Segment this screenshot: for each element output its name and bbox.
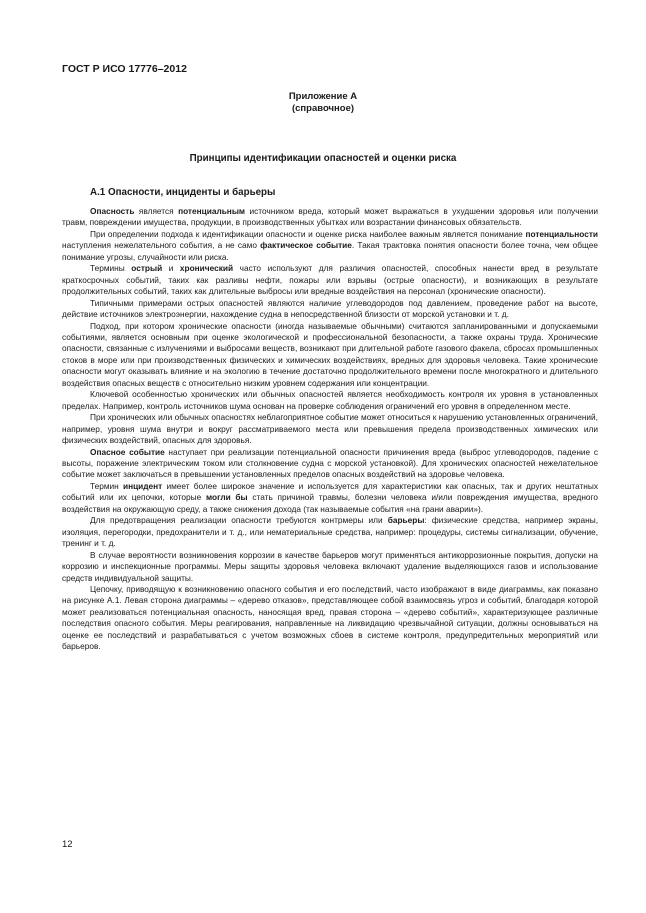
text-run: При определении подхода к идентификации опасности и оценке риска наиболее важным является понимание	[90, 228, 526, 239]
text-run: . Такая трактовка понятия опасности более точна, чем общее понимание угрозы, случайности или риска.	[62, 240, 598, 262]
text-run: Термин	[90, 480, 123, 491]
section-heading: А.1 Опасности, инциденты и барьеры	[90, 187, 276, 198]
text-run: является	[134, 206, 179, 216]
text-run: Термины	[90, 263, 132, 274]
paragraph	[62, 298, 598, 321]
text-run: В случае вероятности возникновения коррозии в качестве барьеров могут применяться антикоррозионные покрытия, допуски на коррозию и инспекционные программы. Меры защиты здоровья человека включают удаление выделяющихся газов и использование средств индивидуальной защиты.	[62, 549, 598, 583]
paragraph	[62, 412, 598, 446]
term-bold: фактическое событие	[260, 240, 352, 251]
appendix-subtitle: (справочное)	[291, 103, 355, 114]
text-run: Цепочку, приводящую к возникновению опасного события и его последствий, часто изображают в виде диаграммы, как показано на рисунке А.1. Левая сторона диаграммы – «дерево отказов», представляющее собой взаимосвязь угроз и событий, благодаря которой может реализоваться потенциальная опасность, наносящая вред, правая сторона – «дерево событий», характеризующее различные последствия опасного события. Меры реагирования, направленные на ликвидацию чрезвычайной ситуации, должны основываться на оценке ее последствий и разрабатываться с учетом возможных сбоев в системе контроля, предупредительных мероприятий или барьеров.	[62, 583, 598, 652]
text-run: Типичными примерами острых опасностей являются наличие углеводородов под давлением, проведение работ на высоте, действие источников электроэнергии, нахождение судна в непосредственной близости от морской установки и т. д.	[62, 297, 598, 320]
appendix-heading	[0, 91, 646, 115]
text-run: : физические средства, например экраны, изоляция, перегородки, предохранители и т. д., или нематериальные средства, например: процедуры, системы сигнализации, обучение, тренинг и т. д.	[62, 515, 599, 549]
term-bold: Опасное событие	[90, 446, 165, 457]
term-bold: могли бы	[205, 492, 248, 503]
paragraph	[62, 229, 598, 263]
text-run: наступает при реализации потенциальной опасности причинения вреда (выброс углеводородов, падение с высоты, поражение электрическим током или столкновение судна с морской установкой). Для хронических опасностей нежелательное событие может заключаться в превышении установленных пределов опасных воздействий на здоровье человека.	[62, 446, 598, 480]
text-run: часто используют для различия опасностей, способных нанести вред в результате краткосрочных событий, таких как разливы нефти, пожары или взрывы (острые опасности), и возникающих в результате продолжительных событий, таких как длительные выбросы или вредные воздействия на персонал (хронические опасности).	[62, 263, 598, 297]
paragraph	[62, 447, 598, 481]
text-run: стать причиной травмы, болезни человека и/или повреждения имущества, вредного воздействия на окружающую среду, а также снижения дохода (так называемые события «на грани аварии»).	[62, 492, 599, 514]
term-bold: потенциальности	[525, 228, 598, 239]
term-bold: потенциальным	[178, 206, 246, 216]
paragraph	[62, 389, 598, 412]
paragraph	[62, 481, 598, 515]
paragraph	[62, 584, 598, 653]
term-bold: инцидент	[122, 480, 163, 491]
term-bold: острый	[131, 263, 163, 274]
text-run: При хронических или обычных опасностях неблагоприятное событие может относиться к нарушению установленных ограничений, например, уровня шума внутри и вокруг рассматриваемого места или превышения предела производственных химических или физических воздействий, опасных для здоровья.	[62, 412, 598, 446]
document-header: ГОСТ Р ИСО 17776–2012	[62, 63, 187, 75]
text-run: имеет более широкое значение и используется для характеристики как опасных, так и других нештатных событий или их цепочки, которые	[62, 480, 598, 503]
text-run: наступления нежелательного события, а не само	[62, 240, 261, 251]
appendix-title: Приложение А	[288, 91, 358, 102]
text-run: и	[162, 263, 180, 274]
text-run: Ключевой особенностью хронических или обычных опасностей является необходимость контроля их уровня в установленных пределах. Например, контроль источников шума основан на проверке соблюдения ограничений его уровня в определенном месте.	[62, 389, 598, 411]
body-text	[62, 206, 598, 653]
term-bold: барьеры	[387, 515, 425, 526]
paragraph	[62, 206, 598, 229]
term-bold: Опасность	[90, 206, 135, 216]
term-bold: хронический	[179, 263, 234, 274]
text-run: источником вреда, который может выражаться в ухудшении здоровья или получении травм, повреждении имущества, продукции, в производственных убытках или возрастании финансовых обязательств.	[62, 206, 598, 228]
text-run: Подход, при котором хронические опасности (иногда называемые обычными) считаются запланированными и допускаемыми событиями, является основным при оценке экологической и профессиональной безопасности, а также охраны труда. Хронические опасности, связанные с излучениями и выбросами веществ, возникают при длительной работе газового факела, сбросах промышленных стоков в море или при производственных физических и химических воздействиях, вредных для здоровья человека. Такие хронические опасности могут оказывать влияние и на экологию в течение достаточно продолжительного времени после многократного и длительного воздействия опасных веществ с относительно низким уровнем содержания или концентрации.	[62, 320, 598, 388]
paragraph	[62, 550, 598, 584]
paragraph	[62, 515, 598, 549]
page-number: 12	[62, 839, 73, 850]
text-run: Для предотвращения реализации опасности требуются контрмеры или	[90, 515, 388, 526]
paragraph	[62, 321, 598, 390]
page-title: Принципы идентификации опасностей и оценки риска	[189, 153, 457, 164]
paragraph	[62, 263, 598, 297]
